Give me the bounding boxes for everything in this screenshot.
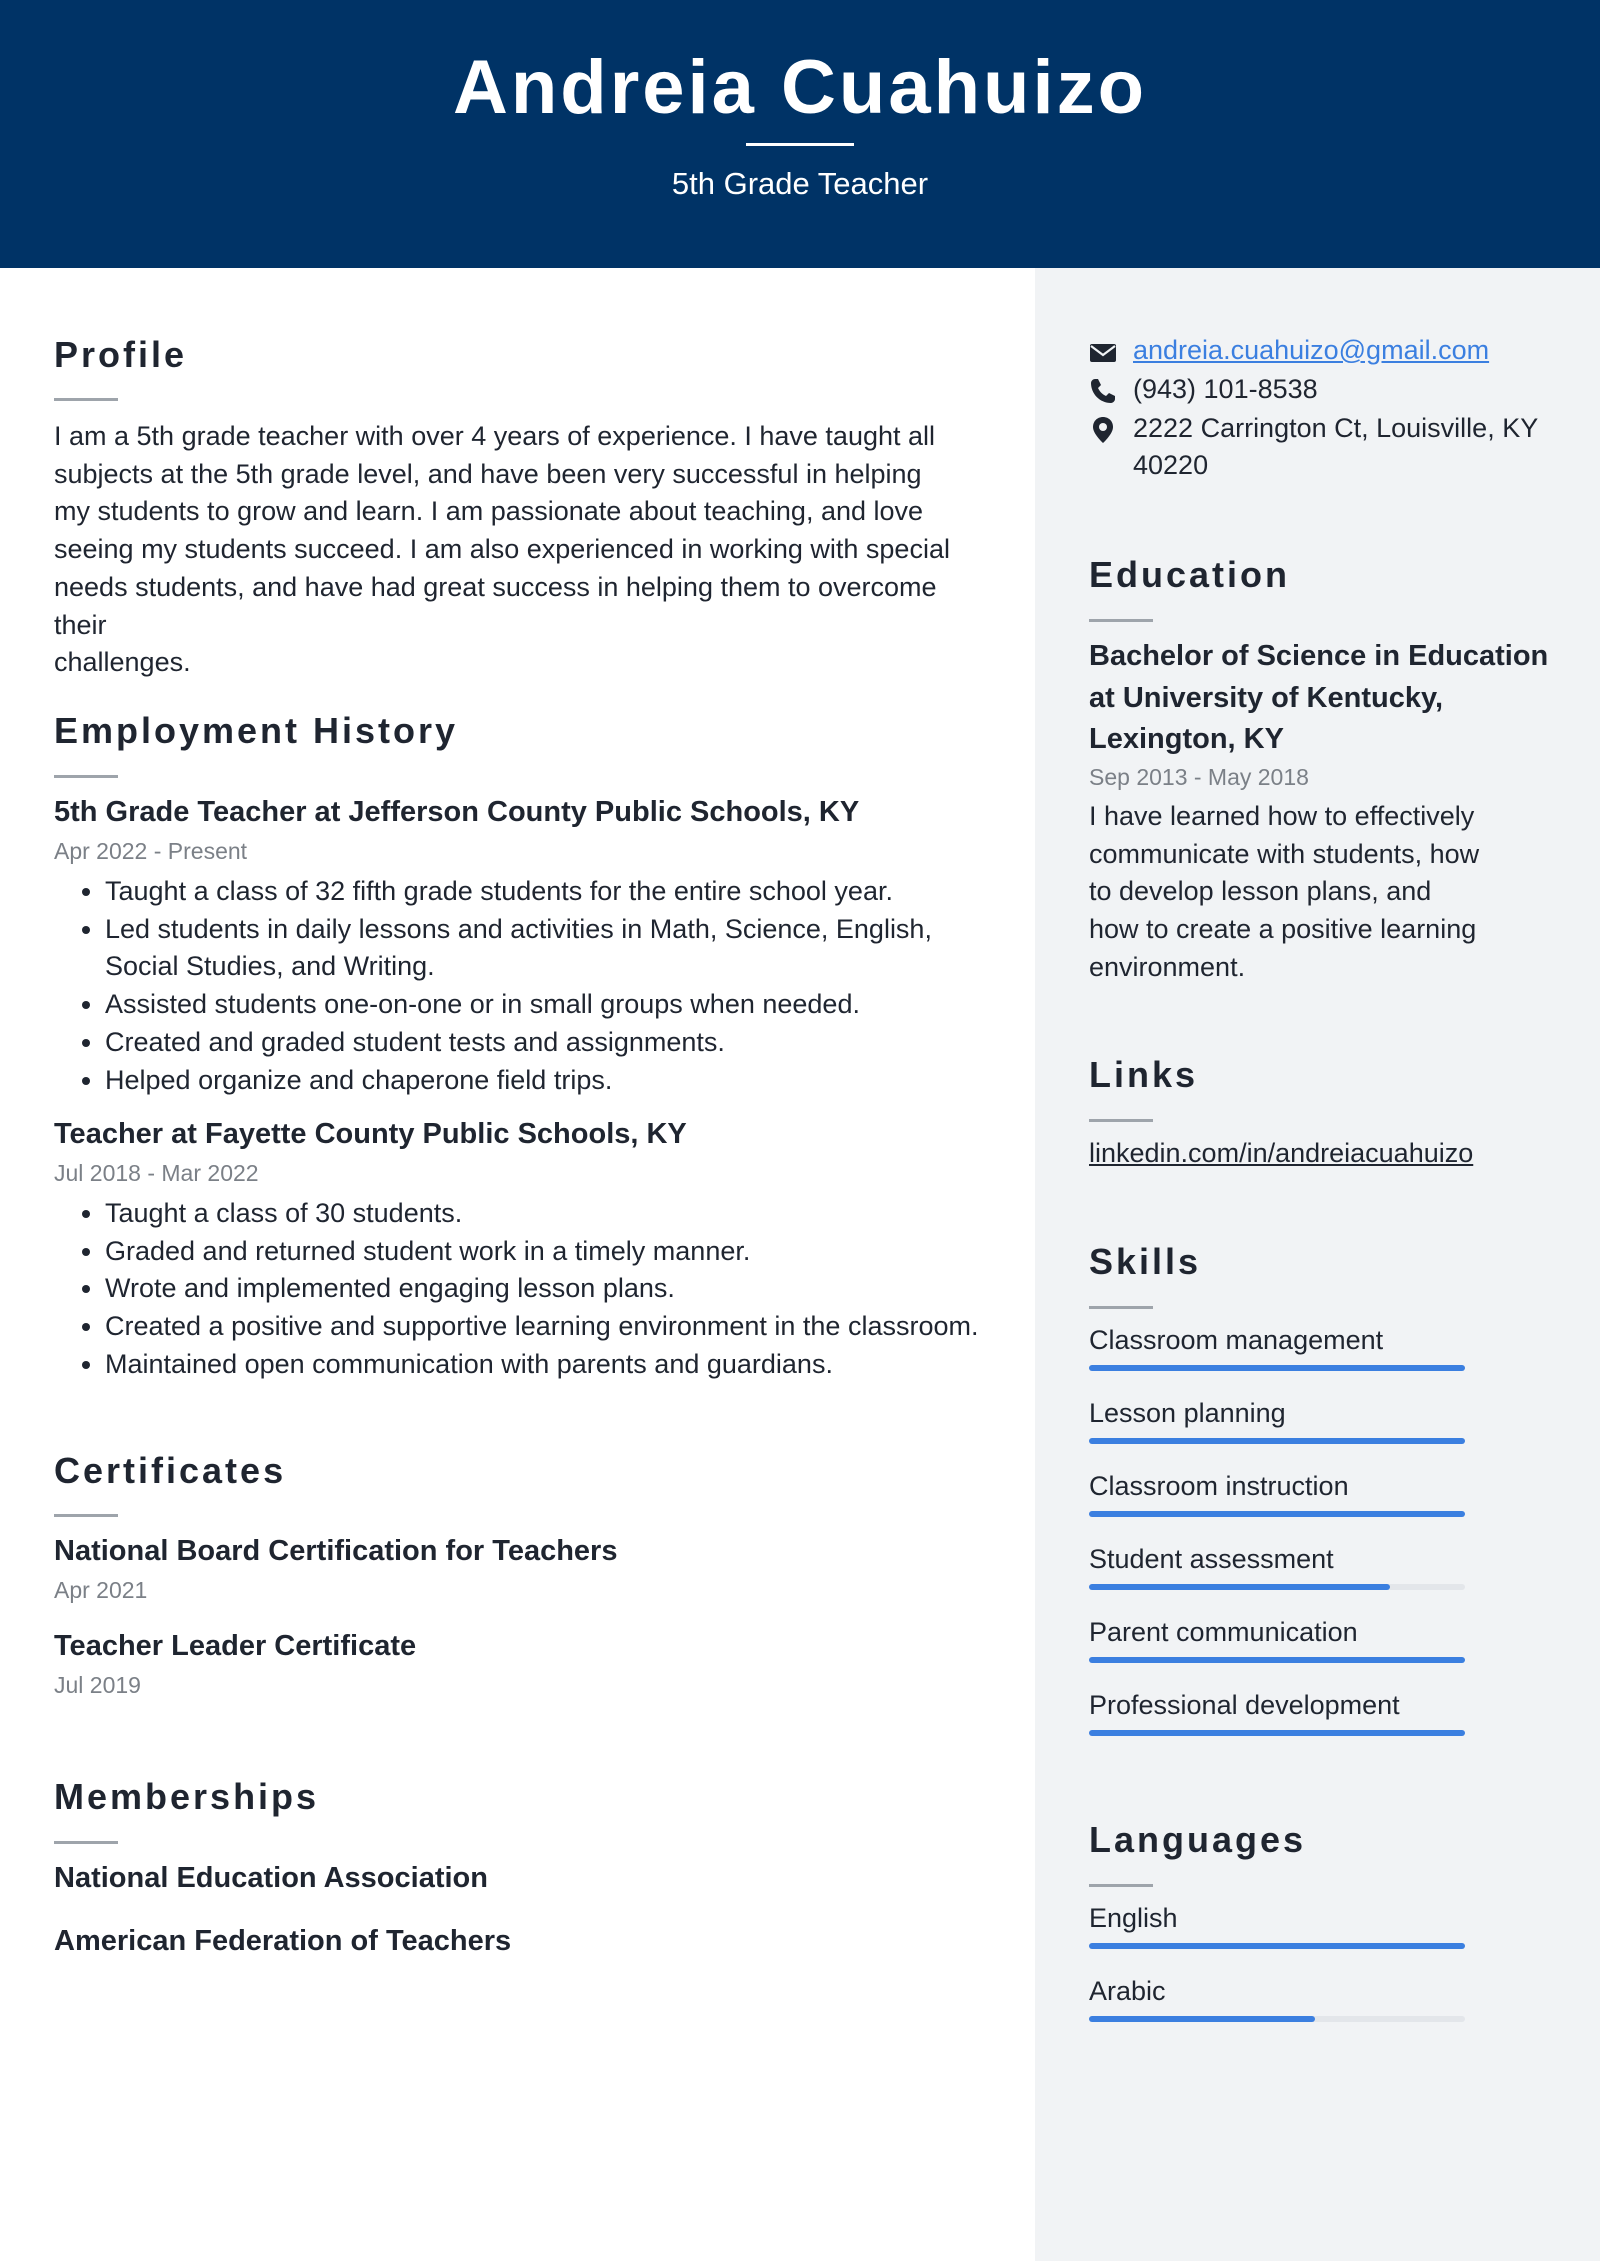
level-bar-fill	[1089, 1365, 1465, 1371]
level-bar-track	[1089, 1943, 1465, 1949]
job-bullet: • Created and graded student tests and assignments.	[105, 1024, 985, 1062]
level-bar-track	[1089, 1511, 1465, 1517]
job-bullet: • Wrote and implemented engaging lesson plans.	[105, 1270, 1035, 1308]
education-line: to develop lesson plans, and	[1089, 876, 1432, 907]
level-bar-fill	[1089, 1730, 1465, 1736]
certificate-date: Apr 2021	[54, 1577, 148, 1603]
level-label: Professional development	[1089, 1690, 1400, 1720]
job-bullets	[54, 1195, 1035, 1384]
address-line: 40220	[1133, 450, 1209, 480]
level-label: Parent communication	[1089, 1617, 1358, 1647]
education-line: communicate with students, how	[1089, 838, 1480, 869]
address	[1133, 410, 1538, 484]
level-bar-track	[1089, 2016, 1465, 2022]
level-label: Classroom management	[1089, 1325, 1384, 1355]
certificates-rule	[54, 1514, 118, 1517]
location-pin-icon	[1089, 416, 1117, 444]
level-bar-fill	[1089, 1511, 1465, 1517]
education-heading: Education	[1089, 554, 1291, 595]
level-bar-track	[1089, 1730, 1465, 1736]
job-title: Teacher at Fayette County Public Schools, KY	[54, 1118, 687, 1150]
address-line: 2222 Carrington Ct, Louisville, KY	[1133, 413, 1539, 443]
level-label: English	[1089, 1903, 1178, 1933]
education-rule	[1089, 619, 1153, 622]
job-title: 5th Grade Teacher at Jefferson County Public Schools, KY	[54, 796, 860, 828]
education-degree	[1089, 636, 1548, 761]
profile-line: seeing my students succeed. I am also experienced in working with special	[54, 534, 950, 565]
level-label: Arabic	[1089, 1976, 1166, 2006]
job-bullet: • Taught a class of 30 students.	[105, 1195, 1035, 1233]
linkedin-link[interactable]: linkedin.com/in/andreiacuahuizo	[1089, 1138, 1474, 1168]
job-bullet: • Taught a class of 32 fifth grade students for the entire school year.	[105, 873, 985, 911]
candidate-name: Andreia Cuahuizo	[452, 45, 1148, 130]
profile-line: challenges.	[54, 647, 191, 678]
certificate-name: Teacher Leader Certificate	[54, 1630, 417, 1662]
profile-line: needs students, and have had great success in helping them to overcome their	[54, 571, 937, 640]
level-bar-track	[1089, 1584, 1465, 1590]
level-bar-fill	[1089, 1657, 1465, 1663]
degree-line: Bachelor of Science in Education	[1089, 640, 1549, 672]
profile-text	[54, 418, 984, 682]
job-dates: Apr 2022 - Present	[54, 838, 248, 864]
skills-rule	[1089, 1306, 1153, 1309]
membership-item: American Federation of Teachers	[54, 1925, 512, 1957]
languages-heading: Languages	[1089, 1819, 1307, 1860]
phone-icon	[1089, 377, 1117, 405]
memberships-heading: Memberships	[54, 1776, 320, 1817]
header-divider	[746, 143, 854, 146]
links-heading: Links	[1089, 1054, 1199, 1095]
level-bar-fill	[1089, 2016, 1315, 2022]
job-bullets	[54, 873, 985, 1099]
employment-rule	[54, 775, 118, 778]
languages-rule	[1089, 1884, 1153, 1887]
job-bullet: • Helped organize and chaperone field trips.	[105, 1062, 985, 1100]
degree-line: at University of Kentucky,	[1089, 681, 1444, 714]
profile-heading: Profile	[54, 334, 188, 375]
certificates-heading: Certificates	[54, 1450, 287, 1491]
job-bullet: • Led students in daily lessons and activities in Math, Science, English, Social Studies, and Writing.	[105, 911, 985, 986]
job-dates: Jul 2018 - Mar 2022	[54, 1160, 259, 1186]
level-bar-track	[1089, 1657, 1465, 1663]
education-line: I have learned how to effectively	[1089, 801, 1475, 831]
level-bar-fill	[1089, 1438, 1465, 1444]
profile-line: subjects at the 5th grade level, and have been very successful in helping	[54, 458, 922, 489]
employment-heading: Employment History	[54, 710, 459, 751]
certificate-name: National Board Certification for Teachers	[54, 1535, 618, 1567]
level-label: Classroom instruction	[1089, 1471, 1349, 1501]
phone-number: (943) 101-8538	[1133, 374, 1318, 404]
level-bar-track	[1089, 1438, 1465, 1444]
memberships-rule	[54, 1841, 118, 1844]
education-line: environment.	[1089, 951, 1246, 982]
level-bar-fill	[1089, 1943, 1465, 1949]
email-link[interactable]: andreia.cuahuizo@gmail.com	[1133, 335, 1490, 365]
level-bar-track	[1089, 1365, 1465, 1371]
candidate-title: 5th Grade Teacher	[671, 166, 929, 201]
skills-heading: Skills	[1089, 1241, 1202, 1282]
level-label: Lesson planning	[1089, 1398, 1286, 1428]
envelope-icon	[1089, 338, 1117, 366]
education-dates: Sep 2013 - May 2018	[1089, 764, 1309, 790]
education-description	[1089, 798, 1559, 987]
education-line: how to create a positive learning	[1089, 914, 1477, 945]
job-bullet: • Maintained open communication with parents and guardians.	[105, 1346, 1035, 1384]
job-bullet: • Assisted students one-on-one or in small groups when needed.	[105, 986, 985, 1024]
certificate-date: Jul 2019	[54, 1672, 141, 1698]
job-bullet: • Created a positive and supportive learning environment in the classroom.	[105, 1308, 1035, 1346]
profile-line: I am a 5th grade teacher with over 4 years of experience. I have taught all	[54, 421, 936, 451]
membership-item: National Education Association	[54, 1862, 488, 1894]
degree-line: Lexington, KY	[1089, 723, 1284, 755]
profile-line: my students to grow and learn. I am passionate about teaching, and love	[54, 496, 924, 527]
resume-header	[0, 0, 1600, 268]
profile-rule	[54, 398, 118, 401]
level-bar-fill	[1089, 1584, 1390, 1590]
level-label: Student assessment	[1089, 1544, 1334, 1574]
links-rule	[1089, 1119, 1153, 1122]
job-bullet: • Graded and returned student work in a timely manner.	[105, 1233, 1035, 1271]
